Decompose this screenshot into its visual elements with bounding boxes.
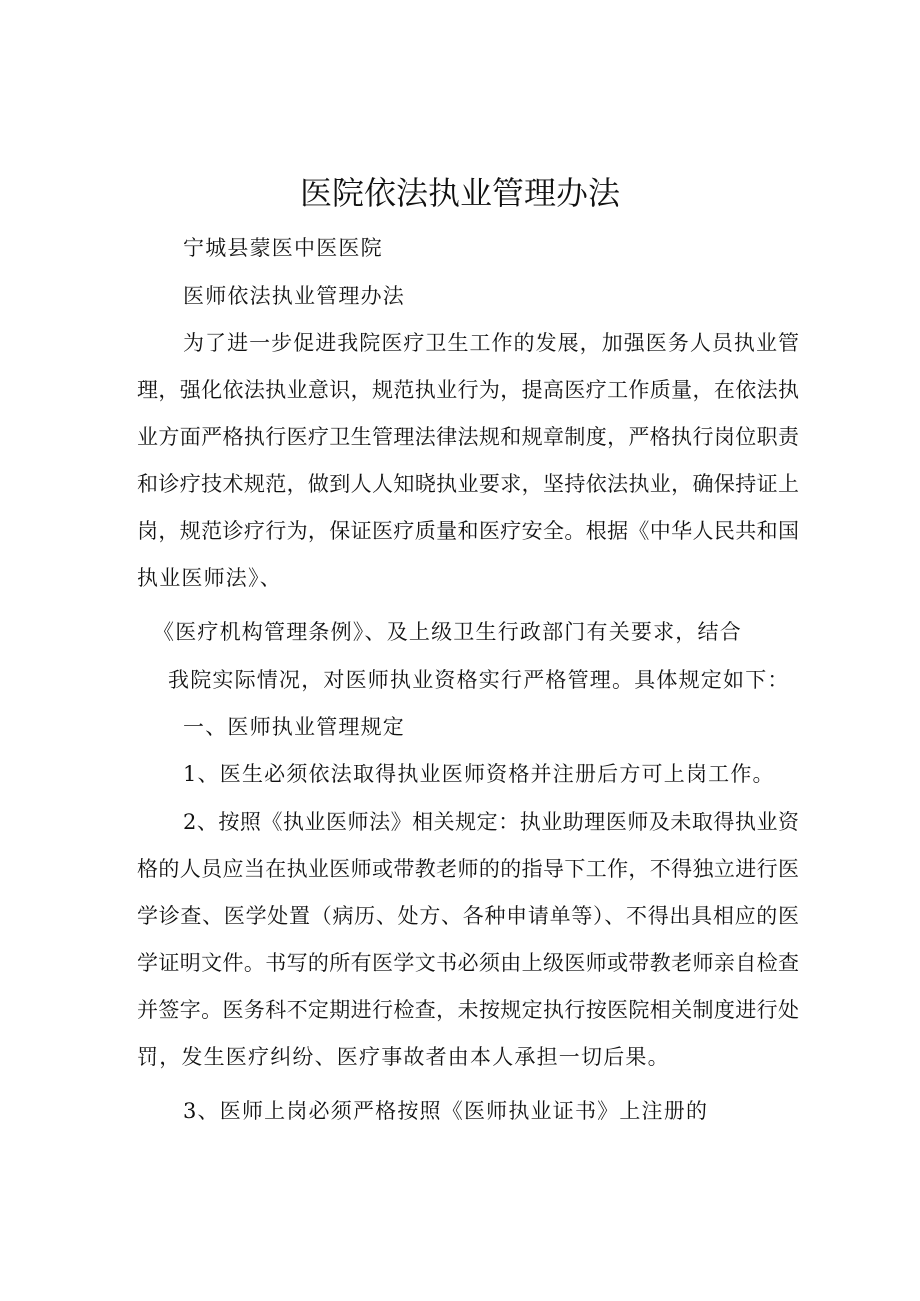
rule-3: 3、医师上岗必须严格按照《医师执业证书》上注册的 <box>183 1099 709 1123</box>
intro-line: 理，强化依法执业意识，规范执业行为，提高医疗工作质量，在依法执 <box>137 378 799 402</box>
rule-2-line: 并签字。医务科不定期进行检查，未按规定执行按医院相关制度进行处 <box>137 998 799 1022</box>
intro-line: 业方面严格执行医疗卫生管理法律法规和规章制度，严格执行岗位职责 <box>137 425 799 449</box>
rule-2-line: 罚，发生医疗纠纷、医疗事故者由本人承担一切后果。 <box>137 1045 670 1069</box>
rule-2-line: 格的人员应当在执业医师或带教老师的的指导下工作，不得独立进行医 <box>137 857 799 881</box>
section-heading: 一、医师执业管理规定 <box>183 715 405 739</box>
rule-2-line: 学证明文件。书写的所有医学文书必须由上级医师或带教老师亲自检查 <box>137 951 799 975</box>
rule-2-line: 学诊查、医学处置（病历、处方、各种申请单等）、不得出具相应的医 <box>137 904 799 928</box>
hospital-name: 宁城县蒙医中医医院 <box>183 236 383 260</box>
rule-1: 1、医生必须依法取得执业医师资格并注册后方可上岗工作。 <box>183 762 775 786</box>
intro-line: 为了进一步促进我院医疗卫生工作的发展，加强医务人员执业管 <box>183 331 799 355</box>
intro-line: 和诊疗技术规范，做到人人知晓执业要求，坚持依法执业，确保持证上 <box>137 472 799 496</box>
document-title: 医院依法执业管理办法 <box>299 174 620 212</box>
intro-line: 执业医师法》、 <box>137 566 282 590</box>
intro-line: 岗，规范诊疗行为，保证医疗质量和医疗安全。根据《中华人民共和国 <box>137 519 799 543</box>
intro-line: 《医疗机构管理条例》、及上级卫生行政部门有关要求，结合 <box>153 620 742 644</box>
intro-line: 我院实际情况，对医师执业资格实行严格管理。具体规定如下： <box>168 668 790 692</box>
rule-2-line: 2、按照《执业医师法》相关规定：执业助理医师及未取得执业资 <box>183 810 799 834</box>
document-subtitle: 医师依法执业管理办法 <box>183 284 405 308</box>
